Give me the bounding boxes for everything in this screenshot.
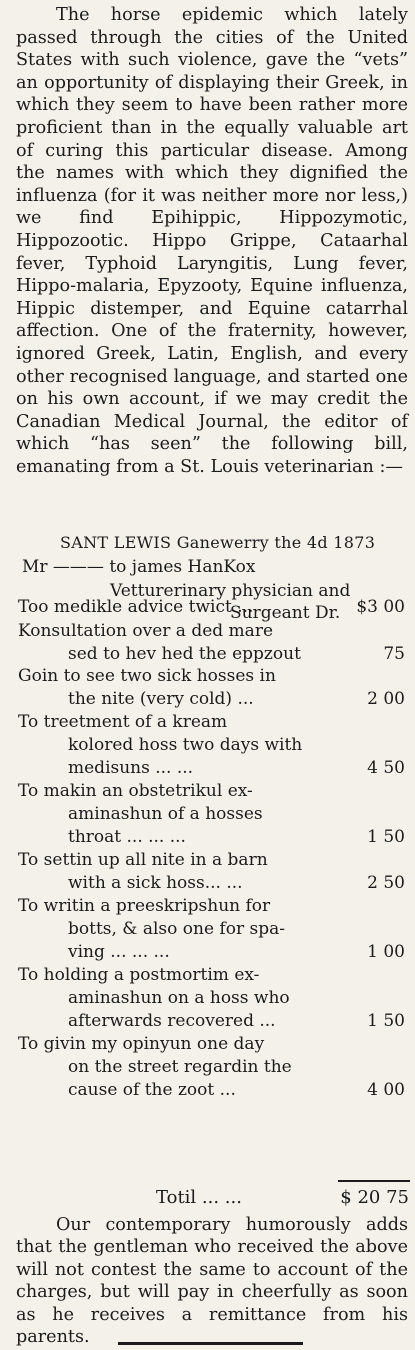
bill-item-line: To makin an obstetrikul ex- (18, 781, 253, 801)
bill-item (18, 780, 413, 849)
bill-item (18, 711, 413, 780)
total-label: Totil ... ... (156, 1187, 242, 1208)
bill-item-line: medisuns ... ... (68, 758, 194, 778)
bill-title-line-2: Surgeant Dr. (230, 603, 341, 623)
bill-item (18, 665, 413, 711)
bill-item (18, 1033, 413, 1102)
bill-item-amount: 2 50 (367, 873, 405, 893)
bill-item-amount: 1 00 (367, 942, 405, 962)
intro-paragraph: The horse epidemic which lately passed through the cities of the United States with such violence, gave the “vets” an opportunity of displaying their Greek, in which they seem to have been rather more proficient than in the equally valuable art of curing this particular disease. Among the names with which they dignified the influenza (for it was neither more nor less,) we find Epihippic, Hippozymotic, Hippozootic. Hippo Grippe, Cataarhal fever, Typhoid Laryngitis, Lung fever, Hippo-malaria, Epyzooty, Equine influenza, Hippic distemper, and Equine catarrhal affection. One of the fraternity, however, ignored Greek, Latin, English, and every other recognised language, and started one on his own account, if we may credit the Canadian Medical Journal, the editor of which “has seen” the following bill, emanating from a St. Louis veterinarian :— (16, 5, 408, 477)
bill-item-line: Konsultation over a ded mare (18, 621, 273, 641)
bill-item-line: ving ... ... ... (68, 942, 170, 962)
total-rule (338, 1180, 410, 1182)
bill-item-line: cause of the zoot ... (68, 1080, 236, 1100)
bill-item (18, 895, 413, 964)
bill-item-amount: 75 (383, 644, 405, 664)
bill-item-amount: 4 00 (367, 1080, 405, 1100)
bill-item-line: sed to hev hed the eppzout (68, 644, 301, 664)
bill-item-amount: 1 50 (367, 827, 405, 847)
bill-item-amount: 4 50 (367, 758, 405, 778)
bill-item-amount: 2 00 (367, 689, 405, 709)
section-divider (118, 1342, 303, 1345)
bill-item-line: aminashun on a hoss who (68, 988, 290, 1008)
bill-item-line: throat ... ... ... (68, 827, 186, 847)
bill-item-line: on the street regardin the (68, 1057, 292, 1077)
bill-item-line: To settin up all nite in a barn (18, 850, 268, 870)
bill-item (18, 596, 413, 619)
outro-paragraph: Our contemporary humorously adds that the gentleman who received the above will not contest the same to account of the charges, but will pay in cheerfully as soon as he receives a remittance from his parents. (16, 1215, 408, 1348)
bill-item (18, 620, 413, 666)
bill-item-line: Too medikle advice twict ... (18, 597, 254, 617)
total-amount: $ 20 75 (340, 1187, 409, 1208)
bill-item (18, 964, 413, 1033)
bill-item-line: To holding a postmortim ex- (18, 965, 260, 985)
bill-item-line: botts, & also one for spa- (68, 919, 285, 939)
bill-item-line: To writin a preeskripshun for (18, 896, 271, 916)
bill-item-line: afterwards recovered ... (68, 1011, 276, 1031)
bill-item-line: with a sick hoss... ... (68, 873, 243, 893)
bill-item-amount: 1 50 (367, 1011, 405, 1031)
bill-heading: SANT LEWIS Ganewerry the 4d 1873 (60, 533, 376, 552)
bill-title-line-1: Vetturerinary physician and (110, 581, 351, 601)
bill-item-line: the nite (very cold) ... (68, 689, 254, 709)
bill-item-line: aminashun of a hosses (68, 804, 263, 824)
bill-item (18, 849, 413, 895)
bill-item-line: To treetment of a kream (18, 712, 228, 732)
bill-item-line: To givin my opinyun one day (18, 1034, 265, 1054)
bill-item-amount: $3 00 (356, 597, 405, 617)
bill-item-line: kolored hoss two days with (68, 735, 303, 755)
bill-addressee: Mr ——— to james HanKox (22, 557, 256, 577)
bill-item-line: Goin to see two sick hosses in (18, 666, 276, 686)
